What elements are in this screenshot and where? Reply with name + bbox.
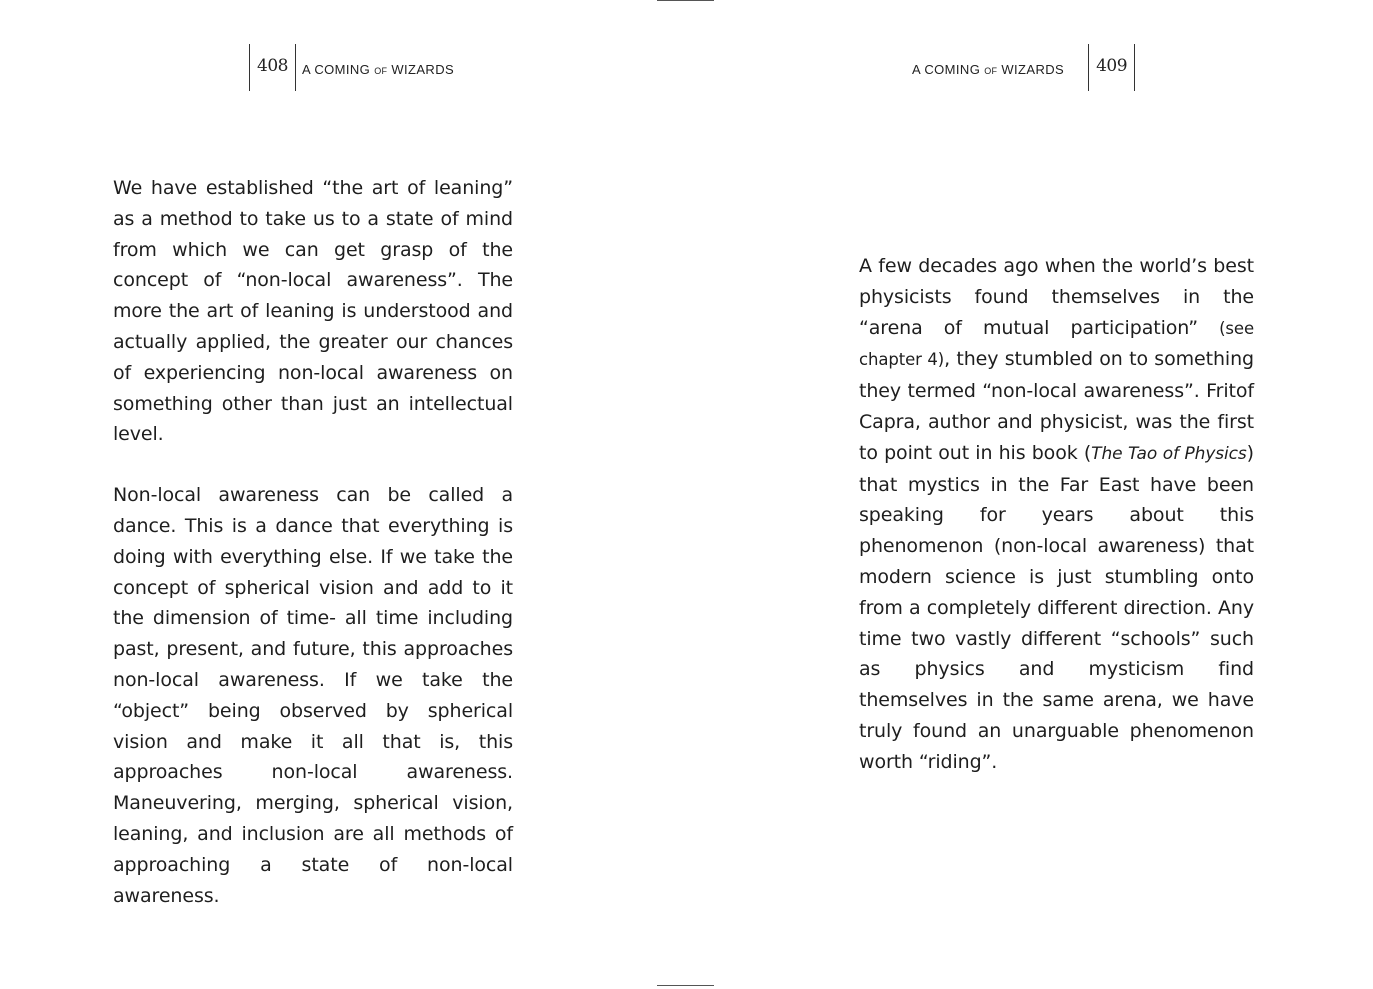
header-rule bbox=[1134, 44, 1135, 91]
crop-mark-top bbox=[657, 0, 714, 1]
left-page-body bbox=[113, 173, 513, 911]
page-number-right: 409 bbox=[1096, 55, 1128, 76]
page-number-left: 408 bbox=[257, 55, 288, 76]
body-paragraph: A few decades ago when the world’s best physicists found themselves in the “arena of mutual participation” (see chapter 4), they stumbled on to something they termed “non-local awareness”. Fritof Capra, author and physicist, was the first to point out in his book (The Tao of Physics) that mystics in the Far East have been speaking for years about this phenomenon (non-local awareness) that modern science is just stumbling onto from a completely different direction. Any time two vastly different “schools” such as physics and mysticism find themselves in the same arena, we have truly found an unarguable phenomenon worth “riding”. bbox=[859, 255, 1255, 773]
chapter-reference: (see chapter 4) bbox=[859, 318, 1254, 370]
right-page-body bbox=[859, 251, 1254, 778]
body-paragraph: We have established “the art of leaning” as a method to take us to a state of mind from which we can get grasp of the concept of “non-local awareness”. The more the art of leaning is understood and actually applied, the greater our chances of experiencing non-local awareness on something other than just an intellectual level. bbox=[113, 177, 513, 446]
running-title-left: A COMING OF WIZARDS bbox=[301, 62, 455, 77]
left-running-head bbox=[249, 44, 454, 91]
cited-book-title: The Tao of Physics bbox=[1091, 443, 1247, 464]
body-paragraph: Non-local awareness can be called a dance. This is a dance that everything is doing with everything else. If we take the concept of spherical vision and add to it the dimension of time- all time including past, present, and future, this approaches non-local awareness. If we take the “object” being observed by spherical vision and make it all that is, this approaches non-local awareness. Maneuvering, merging, spherical vision, leaning, and inclusion are all methods of approaching a state of non-local awareness. bbox=[113, 484, 513, 907]
running-title-right: A COMING OF WIZARDS bbox=[912, 62, 1065, 77]
right-running-head bbox=[912, 44, 1135, 91]
crop-mark-bottom bbox=[657, 985, 714, 986]
